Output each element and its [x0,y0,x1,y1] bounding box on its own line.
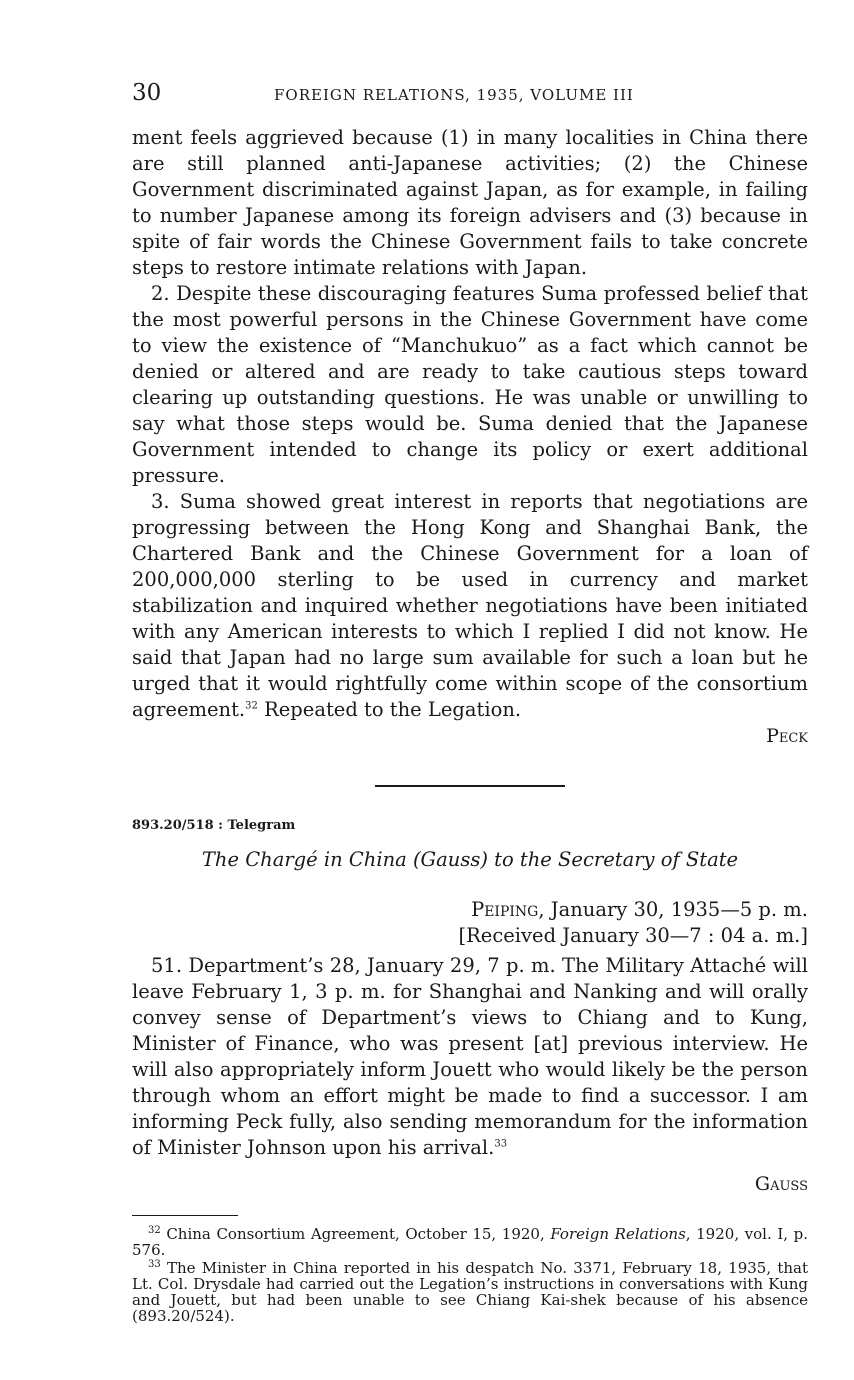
dateline [132,897,808,923]
telegram-paragraph [132,953,808,1161]
dateline-place: Peiping [471,898,539,921]
footnote-33 [132,1260,808,1324]
footnotes [132,1226,808,1324]
footnote-33-number: 33 [148,1259,161,1270]
footnote-ref-33: 33 [494,1138,508,1150]
paragraph-continuation: ment feels aggrieved because (1) in many localities in China there are still planned anti-Japanese activities; (2) the Chinese Government discriminated against Japan, as for example, in failing to number Japanese among its foreign advisers and (3) because in spite of fair words the Chinese Government fails to take concrete steps to restore intimate relations with Japan. [132,126,808,279]
section-divider [375,785,565,787]
paragraph-2: 2. Despite these discouraging features Suma professed belief that the most powerful persons in the Chinese Government have come to view the existence of “Manchukuo” as a fact which cannot be denied or altered and are ready to take cautious steps toward clearing up outstanding questions. He was unable or unwilling to say what those steps would be. Suma denied that the Japanese Government intended to change its policy or exert additional pressure. [132,282,808,487]
footnote-32-text: China Consortium Agreement, October 15, 1920, [160,1225,551,1243]
footnote-32-text-end: , 1920, vol. I, p. 576. [132,1225,808,1259]
file-reference: 893.20/518 : Telegram [132,818,296,833]
document-title: The Chargé in China (Gauss) to the Secretary of State [201,848,739,871]
paragraph-3-end: Repeated to the Legation. [257,698,522,721]
page-number: 30 [132,80,162,106]
footnote-32-italic: Foreign Relations [550,1225,686,1243]
paragraph-3-text: 3. Suma showed great interest in reports that negotiations are progressing between the Hong Kong and Shanghai Bank, the Chartered Bank and the Chinese Government for a loan of 200,000,000 sterling to be used in currency and market stabilization and inquired whether negotiations have been initiated with any American interests to which I replied I did not know. He said that Japan had no large sum available for such a loan but he urged that it would rightfully come within scope of the consortium agreement. [132,490,808,721]
footnote-32-number: 32 [148,1225,161,1236]
telegram-text: 51. Department’s 28, January 29, 7 p. m. The Military Attaché will leave February 1, 3 p. m. for Shanghai and Nanking and will orally convey sense of Department’s views to Chiang and to Kung, Minister of Finance, who was present [at] previous interview. He will also appropriately inform Jouett who would likely be the person through whom an effort might be made to find a successor. I am informing Peck fully, also sending memorandum for the information of Minister Johnson upon his arrival. [132,954,808,1159]
footnote-ref-32: 32 [245,700,258,712]
page-body [132,125,808,1324]
signature-peck: Peck [766,725,808,747]
running-head: FOREIGN RELATIONS, 1935, VOLUME III [274,86,634,104]
dateline-date: , January 30, 1935—5 p. m. [538,898,808,921]
paragraph-3 [132,489,808,723]
footnote-32 [132,1226,808,1258]
received-line: [Received January 30—7 : 04 a. m.] [458,924,808,947]
footnote-33-text: The Minister in China reported in his despatch No. 3371, February 18, 1935, that Lt. Col. Drysdale had carried out the Legation’s instructions in conversations with Kung and Jouett, but had been unable to see Chiang Kai-shek because of his absence (893.20/524). [132,1259,808,1325]
page-header [132,80,808,110]
footnote-rule [132,1215,238,1216]
signature-gauss: Gauss [754,1173,808,1195]
